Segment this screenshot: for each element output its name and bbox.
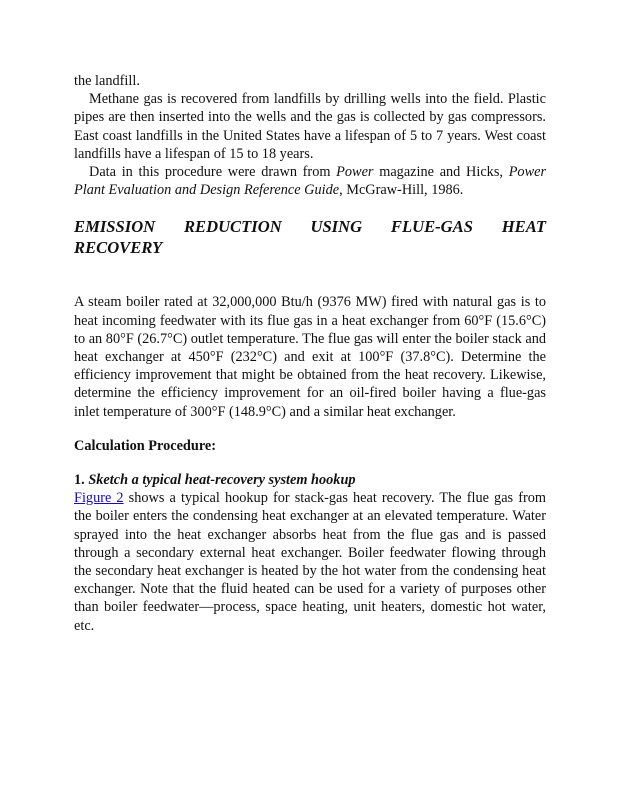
magazine-name: Power bbox=[336, 164, 374, 181]
step-1-text: shows a typical hookup for stack-gas heat recovery. The flue gas from the boiler enters the condensing heat exchanger at an elevated temperature. Water sprayed into the heat exchanger absorbs heat from the flue gas and is passed through a secondary external heat exchanger. Boiler feedwater flowing through the secondary heat exchanger is heated by the hot water from the condensing heat exchanger. Note that the fluid heated can be used for a variety of purposes other than boiler feedwater—process, space heating, unit heaters, domestic hot water, etc. bbox=[74, 490, 546, 634]
step-number: 1. bbox=[74, 472, 85, 489]
calculation-procedure-heading: Calculation Procedure: bbox=[74, 437, 217, 454]
heading-word: HEAT bbox=[501, 217, 546, 237]
document-page bbox=[74, 72, 546, 635]
step-1-heading bbox=[74, 471, 546, 489]
source-paragraph bbox=[74, 163, 546, 199]
source-text-a: Data in this procedure were drawn from bbox=[89, 164, 337, 181]
section-heading-line2: RECOVERY bbox=[74, 237, 163, 257]
source-text-c: , McGraw-Hill, 1986. bbox=[339, 182, 464, 199]
heading-word: EMISSION bbox=[74, 217, 156, 237]
carryover-text: the landfill. bbox=[74, 73, 140, 89]
problem-statement: A steam boiler rated at 32,000,000 Btu/h (9376 MW) fired with natural gas is to heat incoming feedwater with its flue gas in a heat exchanger from 60°F (15.6°C) to an 80°F (26.7°C) outlet temperature. The flue gas will enter the boiler stack and heat exchanger at 450°F (232°C) and exit at 100°F (37.8°C). Determine the efficiency improvement that might be obtained from the heat recovery. Likewise, determine the efficiency improvement for an oil-fired boiler having a flue-gas inlet temperature of 300°F (148.9°C) and a similar heat exchanger. bbox=[74, 294, 546, 420]
section-heading-line1 bbox=[74, 217, 546, 238]
heading-word: FLUE-GAS bbox=[390, 217, 473, 237]
methane-paragraph: Methane gas is recovered from landfills by drilling wells into the field. Plastic pipes are then inserted into the wells and the gas is collected by gas compressors. East coast landfills in the United States have a lifespan of 5 to 7 years. West coast landfills have a lifespan of 15 to 18 years. bbox=[74, 91, 546, 162]
source-text-b: magazine and Hicks, bbox=[373, 164, 509, 181]
book-title: Power Plant Evaluation and Design Reference Guide bbox=[74, 164, 547, 199]
heading-word: REDUCTION bbox=[183, 217, 282, 237]
step-1-body bbox=[74, 489, 546, 635]
figure-2-link[interactable]: Figure 2 bbox=[74, 490, 124, 507]
heading-word: USING bbox=[310, 217, 363, 237]
section-heading bbox=[74, 217, 546, 258]
step-title: Sketch a typical heat-recovery system hookup bbox=[88, 472, 356, 489]
